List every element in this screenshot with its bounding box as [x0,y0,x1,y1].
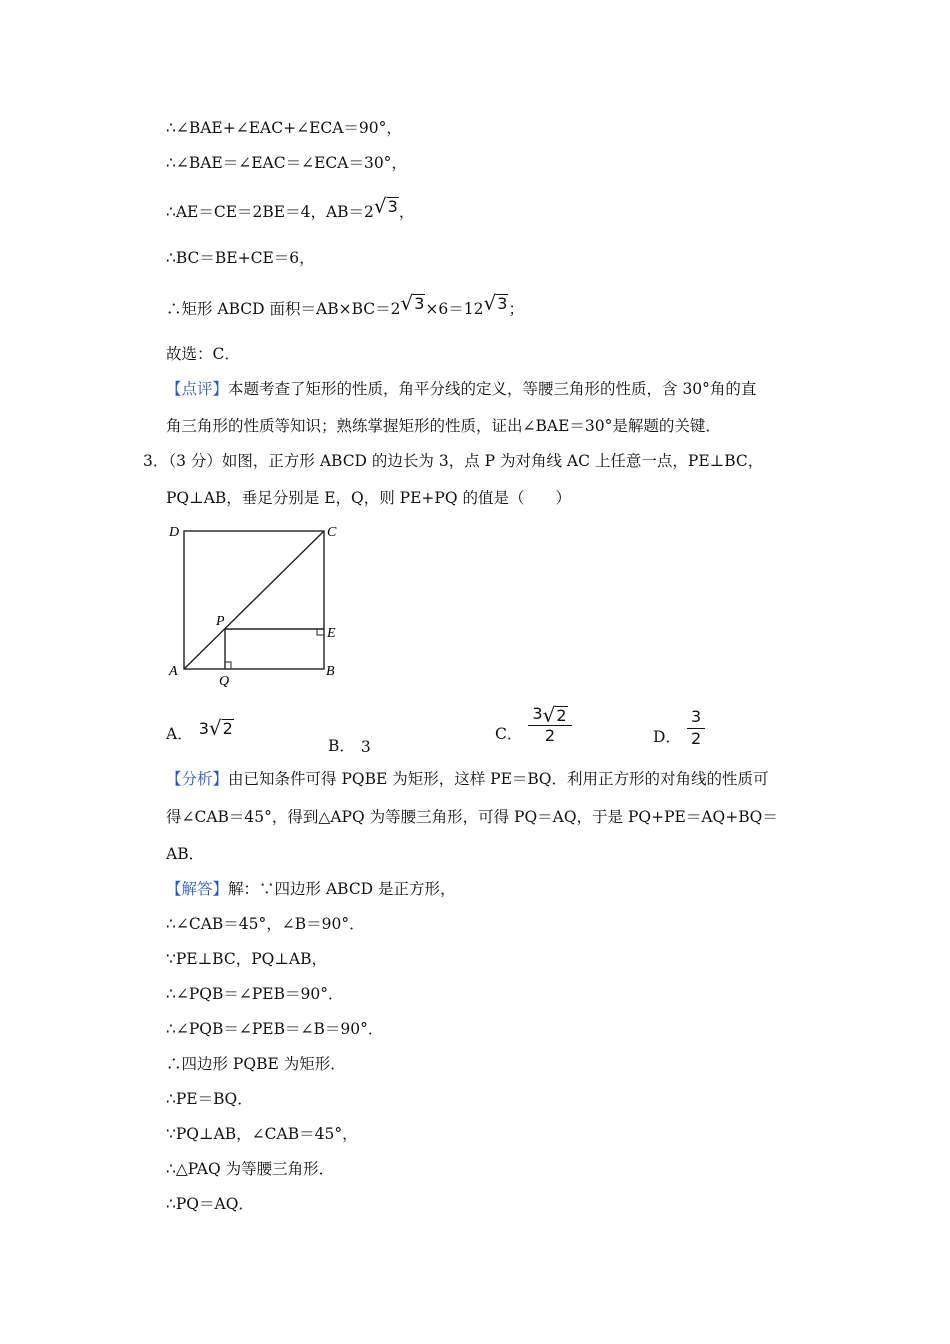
coefficient: 3 [532,704,543,723]
derivation-line-ae [166,194,415,223]
analysis-tag: 【分析】 [166,770,229,788]
label-p: P [216,614,225,629]
review-tag: 【点评】 [166,380,229,398]
solution-line: ∴四边形 PQBE 为矩形． [166,1055,346,1073]
text: ∴AE＝CE＝2BE＝4，AB＝2 [166,203,374,221]
solution-line-first [166,878,456,900]
label-c: C [327,525,337,540]
answer-choice-line: 故选：C． [166,345,240,363]
text: ×6＝12 [425,300,484,318]
solution-text: 解：∵四边形 ABCD 是正方形， [228,880,456,898]
text: ， [398,203,415,221]
derivation-line: ∴∠BAE+∠EAC+∠ECA＝90°， [166,119,402,137]
analysis-line-2: 得∠CAB＝45°，得到△APQ 为等腰三角形，可得 PQ＝AQ，于是 PQ+PE＝AQ+BQ＝ [166,808,778,826]
numerator: 3 [687,706,705,729]
solution-line: ∴∠PQB＝∠PEB＝∠B＝90°． [166,1020,384,1038]
solution-line: ∵PE⊥BC，PQ⊥AB， [166,950,328,968]
diagonal-ac [184,531,324,669]
derivation-line: ∴BC＝BE+CE＝6， [166,249,315,267]
denominator: 2 [544,726,556,745]
coefficient: 3 [198,719,209,738]
option-d-fraction [687,706,705,749]
solution-line: ∴∠PQB＝∠PEB＝90°． [166,985,344,1003]
denominator: 2 [690,729,702,748]
radicand: 3 [497,294,508,313]
right-angle-mark-e [317,629,324,635]
option-d-label: D． [653,728,681,746]
solution-line: ∴△PAQ 为等腰三角形． [166,1160,335,1178]
solution-line: ∴∠CAB＝45°，∠B＝90°． [166,915,365,933]
analysis-line-3: AB． [166,845,205,863]
option-b-value: 3 [360,738,371,756]
derivation-line-area [166,291,524,320]
radicand: 3 [414,294,425,313]
label-q: Q [219,674,230,689]
derivation-line: ∴∠BAE＝∠EAC＝∠ECA＝30°， [166,154,407,172]
option-a-value: 3 √ 2 [198,716,233,740]
sqrt-expression: √ 3 [373,194,398,218]
option-d[interactable] [653,706,705,749]
label-d: D [169,525,180,540]
analysis-text: 由已知条件可得 PQBE 为矩形，这样 PE＝BQ．利用正方形的对角线的性质可 [228,770,769,788]
solution-line: ∴PQ＝AQ． [166,1195,254,1213]
analysis-line-1 [166,768,768,790]
label-a: A [169,664,178,679]
review-line-2: 角三角形的性质等知识；熟练掌握矩形的性质，证出∠BAE＝30°是解题的关键． [166,417,721,435]
square-figure [160,515,350,690]
sqrt-expression: √ 3 [483,291,508,315]
sqrt-expression: √ 3 [400,291,425,315]
option-b-label: B． [328,737,355,755]
solution-line: ∵PQ⊥AB，∠CAB＝45°， [166,1125,358,1143]
review-line-1 [166,378,756,400]
radicand: 2 [556,706,567,725]
question-3-line-2: PQ⊥AB，垂足分别是 E，Q，则 PE+PQ 的值是（ ） [166,489,571,507]
radicand: 2 [222,719,233,738]
option-b[interactable] [328,734,371,756]
option-c-label: C． [495,725,523,743]
option-a[interactable] [166,716,234,744]
review-text: 本题考查了矩形的性质，角平分线的定义，等腰三角形的性质，含 30°角的直 [228,380,757,398]
text: ； [508,300,524,318]
label-e: E [327,626,336,641]
numerator: 3 √ 2 [528,703,571,726]
radicand: 3 [387,197,398,216]
label-b: B [326,664,335,679]
right-angle-mark-q [225,662,231,669]
option-c-fraction [528,703,571,746]
option-c[interactable] [495,703,572,746]
text: ∴矩形 ABCD 面积＝AB×BC＝2 [166,300,401,318]
option-a-label: A． [166,725,193,743]
solution-line: ∴PE＝BQ． [166,1090,253,1108]
solution-tag: 【解答】 [166,880,229,898]
question-3-line-1: 3．（3 分）如图，正方形 ABCD 的边长为 3，点 P 为对角线 AC 上任意一点，PE⊥BC， [143,452,764,470]
